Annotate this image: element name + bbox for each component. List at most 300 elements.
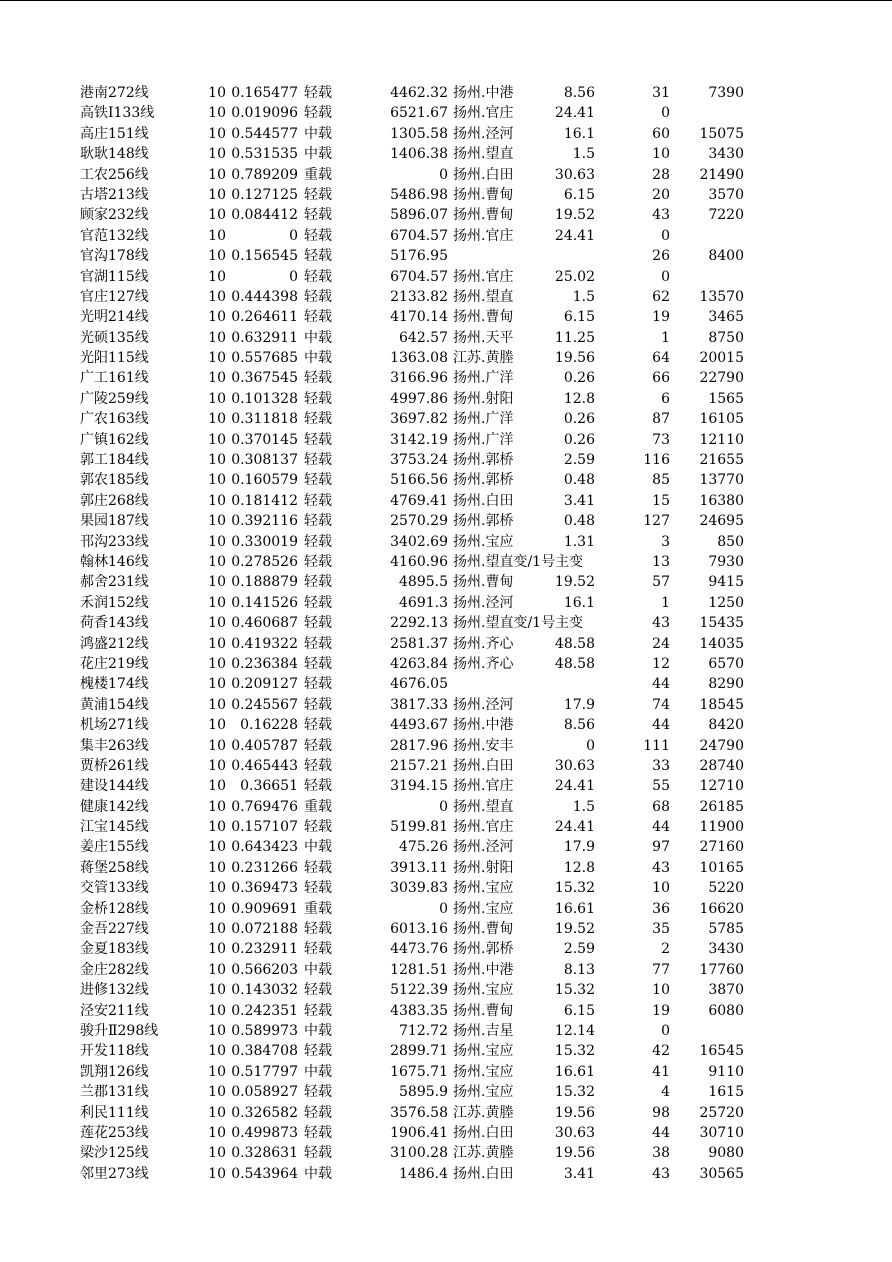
spare-capacity-cell[interactable]: 642.57	[399, 329, 448, 346]
line-name-cell[interactable]: 姜庄155线	[80, 839, 149, 856]
voltage-cell[interactable]: 10	[208, 594, 226, 611]
user-count-cell[interactable]: 10	[652, 146, 670, 163]
distance-cell[interactable]: 0.48	[563, 513, 595, 530]
load-status-cell[interactable]: 轻载	[304, 696, 332, 713]
capacity-kva-cell[interactable]: 12110	[699, 431, 744, 448]
voltage-cell[interactable]: 10	[208, 737, 226, 754]
capacity-kva-cell[interactable]: 8750	[708, 329, 744, 346]
spare-capacity-cell[interactable]: 2817.96	[390, 737, 448, 754]
voltage-cell[interactable]: 10	[208, 859, 226, 876]
load-rate-cell[interactable]: 0	[289, 227, 298, 244]
substation-cell[interactable]: 扬州.望直变/1号主变	[453, 553, 584, 570]
line-name-cell[interactable]: 果园187线	[80, 513, 149, 530]
spare-capacity-cell[interactable]: 712.72	[399, 1022, 448, 1039]
distance-cell[interactable]: 19.56	[554, 350, 595, 367]
user-count-cell[interactable]: 0	[661, 1022, 670, 1039]
user-count-cell[interactable]: 12	[652, 655, 670, 672]
user-count-cell[interactable]: 10	[652, 880, 670, 897]
load-rate-cell[interactable]: 0.058927	[231, 1084, 298, 1101]
user-count-cell[interactable]: 43	[652, 207, 670, 224]
substation-cell[interactable]: 扬州.齐心	[453, 635, 514, 652]
voltage-cell[interactable]: 10	[208, 350, 226, 367]
substation-cell[interactable]: 扬州.官庄	[453, 227, 514, 244]
voltage-cell[interactable]: 10	[208, 553, 226, 570]
load-rate-cell[interactable]: 0.231266	[231, 859, 298, 876]
line-name-cell[interactable]: 广镇162线	[80, 431, 149, 448]
capacity-kva-cell[interactable]: 16105	[699, 411, 744, 428]
distance-cell[interactable]: 15.32	[554, 982, 595, 999]
load-rate-cell[interactable]: 0.557685	[231, 350, 298, 367]
line-name-cell[interactable]: 金庄282线	[80, 961, 149, 978]
load-status-cell[interactable]: 重载	[304, 900, 332, 917]
voltage-cell[interactable]: 10	[208, 1043, 226, 1060]
user-count-cell[interactable]: 44	[652, 717, 670, 734]
substation-cell[interactable]: 扬州.曹甸	[453, 309, 514, 326]
user-count-cell[interactable]: 3	[661, 533, 670, 550]
line-name-cell[interactable]: 邗沟233线	[80, 533, 149, 550]
capacity-kva-cell[interactable]: 27160	[699, 839, 744, 856]
substation-cell[interactable]: 扬州.安丰	[453, 737, 514, 754]
capacity-kva-cell[interactable]: 21655	[699, 452, 744, 469]
load-status-cell[interactable]: 中载	[304, 1063, 332, 1080]
spare-capacity-cell[interactable]: 1486.4	[399, 1165, 448, 1182]
capacity-kva-cell[interactable]: 28740	[699, 757, 744, 774]
distance-cell[interactable]: 16.61	[554, 900, 595, 917]
spare-capacity-cell[interactable]: 4170.14	[390, 309, 448, 326]
capacity-kva-cell[interactable]: 12710	[699, 778, 744, 795]
substation-cell[interactable]: 扬州.曹甸	[453, 574, 514, 591]
spare-capacity-cell[interactable]: 3817.33	[390, 696, 448, 713]
voltage-cell[interactable]: 10	[208, 1104, 226, 1121]
user-count-cell[interactable]: 33	[652, 757, 670, 774]
line-name-cell[interactable]: 官湖115线	[80, 268, 149, 285]
line-name-cell[interactable]: 郭农185线	[80, 472, 149, 489]
distance-cell[interactable]: 1.5	[572, 798, 595, 815]
substation-cell[interactable]: 扬州.望直变/1号主变	[453, 615, 584, 632]
user-count-cell[interactable]: 42	[652, 1043, 670, 1060]
substation-cell[interactable]: 江苏.黄塍	[453, 350, 514, 367]
spare-capacity-cell[interactable]: 4997.86	[390, 390, 448, 407]
user-count-cell[interactable]: 26	[652, 248, 670, 265]
substation-cell[interactable]: 江苏.黄塍	[453, 1104, 514, 1121]
distance-cell[interactable]: 3.41	[563, 1165, 595, 1182]
line-name-cell[interactable]: 耿耿148线	[80, 146, 149, 163]
line-name-cell[interactable]: 开发118线	[80, 1043, 149, 1060]
voltage-cell[interactable]: 10	[208, 574, 226, 591]
distance-cell[interactable]: 17.9	[563, 839, 595, 856]
spare-capacity-cell[interactable]: 3142.19	[390, 431, 448, 448]
capacity-kva-cell[interactable]: 3870	[708, 982, 744, 999]
line-name-cell[interactable]: 交管133线	[80, 880, 149, 897]
distance-cell[interactable]: 17.9	[563, 696, 595, 713]
line-name-cell[interactable]: 光硕135线	[80, 329, 149, 346]
spare-capacity-cell[interactable]: 1305.58	[390, 125, 448, 142]
load-status-cell[interactable]: 轻载	[304, 268, 332, 285]
line-name-cell[interactable]: 荷香143线	[80, 615, 149, 632]
line-name-cell[interactable]: 花庄219线	[80, 655, 149, 672]
voltage-cell[interactable]: 10	[208, 941, 226, 958]
capacity-kva-cell[interactable]: 11900	[699, 819, 744, 836]
capacity-kva-cell[interactable]: 13570	[699, 288, 744, 305]
load-rate-cell[interactable]: 0.643423	[231, 839, 298, 856]
distance-cell[interactable]: 16.61	[554, 1063, 595, 1080]
load-status-cell[interactable]: 轻载	[304, 982, 332, 999]
substation-cell[interactable]: 扬州.望直	[453, 288, 514, 305]
spare-capacity-cell[interactable]: 0	[439, 798, 448, 815]
capacity-kva-cell[interactable]: 850	[717, 533, 744, 550]
capacity-kva-cell[interactable]: 9080	[708, 1145, 744, 1162]
user-count-cell[interactable]: 31	[652, 85, 670, 101]
line-name-cell[interactable]: 梁沙125线	[80, 1145, 149, 1162]
substation-cell[interactable]: 扬州.官庄	[453, 778, 514, 795]
user-count-cell[interactable]: 0	[661, 105, 670, 122]
load-rate-cell[interactable]: 0.499873	[231, 1124, 298, 1141]
load-status-cell[interactable]: 中载	[304, 961, 332, 978]
load-rate-cell[interactable]: 0.543964	[231, 1165, 298, 1182]
substation-cell[interactable]: 扬州.郭桥	[453, 941, 514, 958]
spare-capacity-cell[interactable]: 6704.57	[390, 227, 448, 244]
line-name-cell[interactable]: 金桥128线	[80, 900, 149, 917]
substation-cell[interactable]: 扬州.泾河	[453, 839, 514, 856]
load-rate-cell[interactable]: 0.517797	[231, 1063, 298, 1080]
capacity-kva-cell[interactable]: 1250	[708, 594, 744, 611]
user-count-cell[interactable]: 98	[652, 1104, 670, 1121]
load-rate-cell[interactable]: 0.909691	[231, 900, 298, 917]
voltage-cell[interactable]: 10	[208, 309, 226, 326]
substation-cell[interactable]: 扬州.中港	[453, 961, 514, 978]
capacity-kva-cell[interactable]: 24695	[699, 513, 744, 530]
line-name-cell[interactable]: 官庄127线	[80, 288, 149, 305]
voltage-cell[interactable]: 10	[208, 227, 226, 244]
load-rate-cell[interactable]: 0.326582	[231, 1104, 298, 1121]
substation-cell[interactable]: 扬州.宝应	[453, 880, 514, 897]
substation-cell[interactable]: 扬州.白田	[453, 757, 514, 774]
line-name-cell[interactable]: 骏升Ⅱ298线	[80, 1022, 159, 1039]
capacity-kva-cell[interactable]: 30710	[699, 1124, 744, 1141]
user-count-cell[interactable]: 36	[652, 900, 670, 917]
voltage-cell[interactable]: 10	[208, 635, 226, 652]
substation-cell[interactable]: 扬州.泾河	[453, 696, 514, 713]
substation-cell[interactable]: 扬州.白田	[453, 166, 514, 183]
capacity-kva-cell[interactable]: 16380	[699, 492, 744, 509]
distance-cell[interactable]: 25.02	[554, 268, 595, 285]
load-rate-cell[interactable]: 0.330019	[231, 533, 298, 550]
load-rate-cell[interactable]: 0.589973	[231, 1022, 298, 1039]
capacity-kva-cell[interactable]: 3430	[708, 941, 744, 958]
voltage-cell[interactable]: 10	[208, 798, 226, 815]
load-rate-cell[interactable]: 0.367545	[231, 370, 298, 387]
spare-capacity-cell[interactable]: 2133.82	[390, 288, 448, 305]
line-name-cell[interactable]: 金吾227线	[80, 921, 149, 938]
load-status-cell[interactable]: 轻载	[304, 105, 332, 122]
load-rate-cell[interactable]: 0.101328	[231, 390, 298, 407]
load-status-cell[interactable]: 轻载	[304, 533, 332, 550]
substation-cell[interactable]: 扬州.曹甸	[453, 1002, 514, 1019]
spare-capacity-cell[interactable]: 4263.84	[390, 655, 448, 672]
load-rate-cell[interactable]: 0.156545	[231, 248, 298, 265]
load-rate-cell[interactable]: 0.232911	[231, 941, 298, 958]
load-status-cell[interactable]: 轻载	[304, 207, 332, 224]
distance-cell[interactable]: 12.8	[563, 859, 595, 876]
capacity-kva-cell[interactable]: 25720	[699, 1104, 744, 1121]
line-name-cell[interactable]: 槐楼174线	[80, 676, 149, 693]
user-count-cell[interactable]: 44	[652, 819, 670, 836]
load-status-cell[interactable]: 轻载	[304, 676, 332, 693]
user-count-cell[interactable]: 2	[661, 941, 670, 958]
load-rate-cell[interactable]: 0.769476	[231, 798, 298, 815]
line-name-cell[interactable]: 黄浦154线	[80, 696, 149, 713]
load-status-cell[interactable]: 中载	[304, 329, 332, 346]
spare-capacity-cell[interactable]: 4769.41	[390, 492, 448, 509]
spare-capacity-cell[interactable]: 0	[439, 900, 448, 917]
user-count-cell[interactable]: 97	[652, 839, 670, 856]
load-rate-cell[interactable]: 0.465443	[231, 757, 298, 774]
voltage-cell[interactable]: 10	[208, 431, 226, 448]
substation-cell[interactable]: 扬州.曹甸	[453, 921, 514, 938]
voltage-cell[interactable]: 10	[208, 880, 226, 897]
substation-cell[interactable]: 扬州.白田	[453, 1124, 514, 1141]
line-name-cell[interactable]: 泾安211线	[80, 1002, 149, 1019]
capacity-kva-cell[interactable]: 6080	[708, 1002, 744, 1019]
spare-capacity-cell[interactable]: 6013.16	[390, 921, 448, 938]
user-count-cell[interactable]: 55	[652, 778, 670, 795]
spare-capacity-cell[interactable]: 2899.71	[390, 1043, 448, 1060]
load-status-cell[interactable]: 轻载	[304, 655, 332, 672]
line-name-cell[interactable]: 顾家232线	[80, 207, 149, 224]
load-status-cell[interactable]: 轻载	[304, 941, 332, 958]
capacity-kva-cell[interactable]: 5220	[708, 880, 744, 897]
load-rate-cell[interactable]: 0.236384	[231, 655, 298, 672]
substation-cell[interactable]: 扬州.白田	[453, 492, 514, 509]
load-rate-cell[interactable]: 0.209127	[231, 676, 298, 693]
load-status-cell[interactable]: 轻载	[304, 288, 332, 305]
substation-cell[interactable]: 扬州.中港	[453, 85, 514, 101]
load-rate-cell[interactable]: 0.165477	[231, 85, 298, 101]
line-name-cell[interactable]: 光阳115线	[80, 350, 149, 367]
load-rate-cell[interactable]: 0.328631	[231, 1145, 298, 1162]
capacity-kva-cell[interactable]: 3430	[708, 146, 744, 163]
load-rate-cell[interactable]: 0.544577	[231, 125, 298, 142]
user-count-cell[interactable]: 28	[652, 166, 670, 183]
voltage-cell[interactable]: 10	[208, 1165, 226, 1182]
substation-cell[interactable]: 扬州.官庄	[453, 268, 514, 285]
user-count-cell[interactable]: 74	[652, 696, 670, 713]
load-rate-cell[interactable]: 0.36651	[240, 778, 298, 795]
spare-capacity-cell[interactable]: 475.26	[399, 839, 448, 856]
substation-cell[interactable]: 扬州.官庄	[453, 819, 514, 836]
voltage-cell[interactable]: 10	[208, 615, 226, 632]
line-name-cell[interactable]: 金夏183线	[80, 941, 149, 958]
voltage-cell[interactable]: 10	[208, 105, 226, 122]
substation-cell[interactable]: 扬州.泾河	[453, 594, 514, 611]
load-rate-cell[interactable]: 0.072188	[231, 921, 298, 938]
voltage-cell[interactable]: 10	[208, 1084, 226, 1101]
distance-cell[interactable]: 12.14	[554, 1022, 595, 1039]
spare-capacity-cell[interactable]: 4473.76	[390, 941, 448, 958]
capacity-kva-cell[interactable]: 10165	[699, 859, 744, 876]
user-count-cell[interactable]: 19	[652, 309, 670, 326]
load-status-cell[interactable]: 轻载	[304, 390, 332, 407]
distance-cell[interactable]: 48.58	[554, 655, 595, 672]
load-rate-cell[interactable]: 0.181412	[231, 492, 298, 509]
capacity-kva-cell[interactable]: 9415	[708, 574, 744, 591]
load-status-cell[interactable]: 轻载	[304, 186, 332, 203]
voltage-cell[interactable]: 10	[208, 717, 226, 734]
load-status-cell[interactable]: 轻载	[304, 615, 332, 632]
distance-cell[interactable]: 19.52	[554, 921, 595, 938]
user-count-cell[interactable]: 10	[652, 982, 670, 999]
distance-cell[interactable]: 30.63	[554, 166, 595, 183]
load-status-cell[interactable]: 中载	[304, 146, 332, 163]
spare-capacity-cell[interactable]: 3697.82	[390, 411, 448, 428]
distance-cell[interactable]: 11.25	[554, 329, 595, 346]
load-status-cell[interactable]: 轻载	[304, 309, 332, 326]
substation-cell[interactable]: 扬州.望直	[453, 798, 514, 815]
spare-capacity-cell[interactable]: 5896.07	[390, 207, 448, 224]
load-status-cell[interactable]: 轻载	[304, 757, 332, 774]
capacity-kva-cell[interactable]: 7220	[708, 207, 744, 224]
user-count-cell[interactable]: 13	[652, 553, 670, 570]
distance-cell[interactable]: 1.31	[563, 533, 595, 550]
substation-cell[interactable]: 扬州.曹甸	[453, 207, 514, 224]
voltage-cell[interactable]: 10	[208, 288, 226, 305]
distance-cell[interactable]: 19.56	[554, 1145, 595, 1162]
voltage-cell[interactable]: 10	[208, 533, 226, 550]
distance-cell[interactable]: 19.52	[554, 574, 595, 591]
line-name-cell[interactable]: 健康142线	[80, 798, 149, 815]
spare-capacity-cell[interactable]: 4895.5	[399, 574, 448, 591]
voltage-cell[interactable]: 10	[208, 492, 226, 509]
spare-capacity-cell[interactable]: 3402.69	[390, 533, 448, 550]
load-status-cell[interactable]: 轻载	[304, 1002, 332, 1019]
spare-capacity-cell[interactable]: 1906.41	[390, 1124, 448, 1141]
distance-cell[interactable]: 24.41	[554, 105, 595, 122]
load-status-cell[interactable]: 轻载	[304, 411, 332, 428]
user-count-cell[interactable]: 57	[652, 574, 670, 591]
line-name-cell[interactable]: 建设144线	[80, 778, 149, 795]
spare-capacity-cell[interactable]: 3039.83	[390, 880, 448, 897]
spare-capacity-cell[interactable]: 3753.24	[390, 452, 448, 469]
load-rate-cell[interactable]: 0.392116	[231, 513, 298, 530]
substation-cell[interactable]: 扬州.射阳	[453, 390, 514, 407]
distance-cell[interactable]: 0	[586, 737, 595, 754]
substation-cell[interactable]: 扬州.宝应	[453, 900, 514, 917]
line-name-cell[interactable]: 邻里273线	[80, 1165, 149, 1182]
voltage-cell[interactable]: 10	[208, 248, 226, 265]
capacity-kva-cell[interactable]: 8400	[708, 248, 744, 265]
spare-capacity-cell[interactable]: 5895.9	[399, 1084, 448, 1101]
voltage-cell[interactable]: 10	[208, 757, 226, 774]
load-rate-cell[interactable]: 0	[289, 268, 298, 285]
user-count-cell[interactable]: 19	[652, 1002, 670, 1019]
load-rate-cell[interactable]: 0.419322	[231, 635, 298, 652]
spare-capacity-cell[interactable]: 4493.67	[390, 717, 448, 734]
substation-cell[interactable]: 扬州.广洋	[453, 370, 514, 387]
load-status-cell[interactable]: 轻载	[304, 635, 332, 652]
load-rate-cell[interactable]: 0.789209	[231, 166, 298, 183]
spare-capacity-cell[interactable]: 3194.15	[390, 778, 448, 795]
load-status-cell[interactable]: 轻载	[304, 859, 332, 876]
user-count-cell[interactable]: 116	[643, 452, 670, 469]
distance-cell[interactable]: 0.26	[563, 370, 595, 387]
user-count-cell[interactable]: 38	[652, 1145, 670, 1162]
line-name-cell[interactable]: 兰郡131线	[80, 1084, 149, 1101]
capacity-kva-cell[interactable]: 20015	[699, 350, 744, 367]
line-name-cell[interactable]: 郝舍231线	[80, 574, 149, 591]
voltage-cell[interactable]: 10	[208, 411, 226, 428]
load-status-cell[interactable]: 轻载	[304, 472, 332, 489]
capacity-kva-cell[interactable]: 15075	[699, 125, 744, 142]
distance-cell[interactable]: 8.56	[563, 85, 595, 101]
load-status-cell[interactable]: 轻载	[304, 880, 332, 897]
user-count-cell[interactable]: 1	[661, 594, 670, 611]
load-rate-cell[interactable]: 0.566203	[231, 961, 298, 978]
substation-cell[interactable]: 扬州.官庄	[453, 105, 514, 122]
spare-capacity-cell[interactable]: 5199.81	[390, 819, 448, 836]
user-count-cell[interactable]: 24	[652, 635, 670, 652]
line-name-cell[interactable]: 贾桥261线	[80, 757, 149, 774]
load-status-cell[interactable]: 中载	[304, 350, 332, 367]
user-count-cell[interactable]: 66	[652, 370, 670, 387]
distance-cell[interactable]: 19.52	[554, 207, 595, 224]
substation-cell[interactable]: 扬州.宝应	[453, 1084, 514, 1101]
capacity-kva-cell[interactable]: 9110	[708, 1063, 744, 1080]
capacity-kva-cell[interactable]: 21490	[699, 166, 744, 183]
spare-capacity-cell[interactable]: 1675.71	[390, 1063, 448, 1080]
load-status-cell[interactable]: 重载	[304, 166, 332, 183]
distance-cell[interactable]: 15.32	[554, 1084, 595, 1101]
voltage-cell[interactable]: 10	[208, 819, 226, 836]
spare-capacity-cell[interactable]: 2292.13	[390, 615, 448, 632]
capacity-kva-cell[interactable]: 17760	[699, 961, 744, 978]
load-rate-cell[interactable]: 0.16228	[240, 717, 298, 734]
spare-capacity-cell[interactable]: 4691.3	[399, 594, 448, 611]
spare-capacity-cell[interactable]: 6521.67	[390, 105, 448, 122]
substation-cell[interactable]: 扬州.宝应	[453, 533, 514, 550]
spare-capacity-cell[interactable]: 5176.95	[390, 248, 448, 265]
spare-capacity-cell[interactable]: 3166.96	[390, 370, 448, 387]
load-rate-cell[interactable]: 0.245567	[231, 696, 298, 713]
spare-capacity-cell[interactable]: 2157.21	[390, 757, 448, 774]
load-rate-cell[interactable]: 0.127125	[231, 186, 298, 203]
substation-cell[interactable]: 扬州.望直	[453, 146, 514, 163]
voltage-cell[interactable]: 10	[208, 839, 226, 856]
load-rate-cell[interactable]: 0.531535	[231, 146, 298, 163]
substation-cell[interactable]: 扬州.宝应	[453, 982, 514, 999]
line-name-cell[interactable]: 禾润152线	[80, 594, 149, 611]
voltage-cell[interactable]: 10	[208, 370, 226, 387]
line-name-cell[interactable]: 进修132线	[80, 982, 149, 999]
capacity-kva-cell[interactable]: 6570	[708, 655, 744, 672]
line-name-cell[interactable]: 郭工184线	[80, 452, 149, 469]
user-count-cell[interactable]: 6	[661, 390, 670, 407]
line-name-cell[interactable]: 广陵259线	[80, 390, 149, 407]
spare-capacity-cell[interactable]: 2570.29	[390, 513, 448, 530]
load-rate-cell[interactable]: 0.141526	[231, 594, 298, 611]
distance-cell[interactable]: 6.15	[563, 309, 595, 326]
capacity-kva-cell[interactable]: 7390	[708, 85, 744, 101]
voltage-cell[interactable]: 10	[208, 655, 226, 672]
user-count-cell[interactable]: 44	[652, 676, 670, 693]
line-name-cell[interactable]: 利民111线	[80, 1104, 149, 1121]
spare-capacity-cell[interactable]: 3576.58	[390, 1104, 448, 1121]
load-status-cell[interactable]: 轻载	[304, 553, 332, 570]
user-count-cell[interactable]: 4	[661, 1084, 670, 1101]
load-status-cell[interactable]: 轻载	[304, 778, 332, 795]
load-rate-cell[interactable]: 0.384708	[231, 1043, 298, 1060]
load-status-cell[interactable]: 轻载	[304, 492, 332, 509]
distance-cell[interactable]: 15.32	[554, 1043, 595, 1060]
